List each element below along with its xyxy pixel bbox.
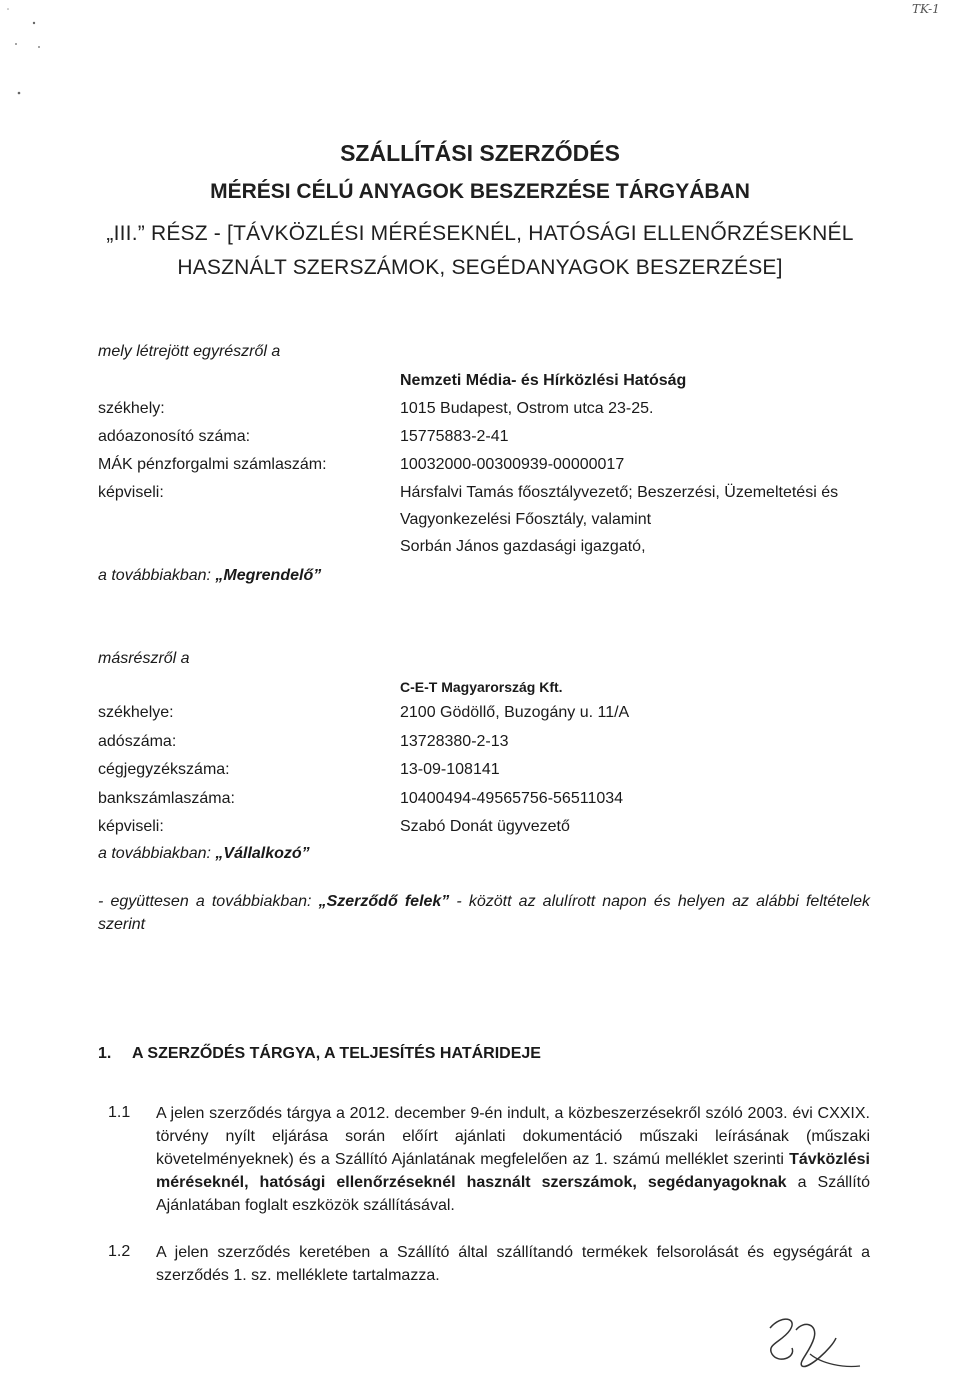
party1-taxid-value: 15775883-2-41 xyxy=(400,428,509,445)
section1-number: 1. xyxy=(98,1045,112,1062)
item-1-2-text: A jelen szerződés keretében a Szállító által szállítandó termékek felsorolását és egységárát a szerződés 1. sz. melléklete tartalmazza. xyxy=(156,1244,870,1284)
party1-rep-cont-2: Sorbán János gazdasági igazgató, xyxy=(400,538,646,555)
party2-rep-label: képviseli: xyxy=(98,818,164,835)
contract-part-line-2: HASZNÁLT SZERSZÁMOK, SEGÉDANYAGOK BESZERZÉSE] xyxy=(177,256,783,279)
party1-account-value: 10032000-00300939-00000017 xyxy=(400,456,625,473)
party2-regno-value: 13-09-108141 xyxy=(400,761,500,778)
parties-together-clause: - együttesen a továbbiakban: „Szerződő felek” - között az alulírott napon és helyen az alábbi feltételek szerint xyxy=(98,893,871,933)
item-1-1-text: A jelen szerződés tárgya a 2012. december 9-én indult, a közbeszerzésekről szóló 2003. évi CXXIX. törvény nyílt eljárása során előírt ajánlati dokumentáció műszaki leírásának (műszaki követelményeknek) és a Szállító Ajánlatának megfelelően az 1. számú melléklet szerinti Távközlési méréseknél, hatósági ellenőrzéseknél használt szerszámok, segédanyagoknak a Szállító Ajánlatában foglalt eszközök szállításával. xyxy=(156,1105,870,1214)
contract-title: SZÁLLÍTÁSI SZERZŐDÉS xyxy=(340,140,620,166)
party1-rep-label: képviseli: xyxy=(98,484,164,501)
party1-hereafter: a továbbiakban: „Megrendelő” xyxy=(98,567,322,584)
party2-regno-label: cégjegyzékszáma: xyxy=(98,761,230,778)
party1-taxid-label: adóazonosító száma: xyxy=(98,428,251,445)
section1-heading: A SZERZŐDÉS TÁRGYA, A TELJESÍTÉS HATÁRIDEJE xyxy=(132,1045,541,1062)
party1-account-label: MÁK pénzforgalmi számlaszám: xyxy=(98,456,327,473)
party2-rep-value: Szabó Donát ügyvezető xyxy=(400,818,570,835)
party2-account-label: bankszámlaszáma: xyxy=(98,790,235,807)
party2-name: C-E-T Magyarország Kft. xyxy=(400,679,563,695)
party2-account-value: 10400494-49565756-56511034 xyxy=(400,790,624,807)
party2-alias: „Vállalkozó” xyxy=(215,845,310,862)
contract-subtitle: MÉRÉSI CÉLÚ ANYAGOK BESZERZÉSE TÁRGYÁBAN xyxy=(210,180,750,203)
party1-intro: mely létrejött egyrészről a xyxy=(98,343,281,360)
party1-rep-value: Hársfalvi Tamás főosztályvezető; Beszerzési, Üzemeltetési és xyxy=(400,484,839,501)
party1-rep-cont-1: Vagyonkezelési Főosztály, valamint xyxy=(400,511,652,528)
party1-name: Nemzeti Média- és Hírközlési Hatóság xyxy=(400,372,687,389)
item-1-1-number: 1.1 xyxy=(108,1104,131,1121)
item-1-2-number: 1.2 xyxy=(108,1243,131,1260)
parties-alias: „Szerződő felek” xyxy=(318,893,450,910)
party2-taxid-value: 13728380-2-13 xyxy=(400,733,509,750)
contract-part-line-1: „III.” RÉSZ - [TÁVKÖZLÉSI MÉRÉSEKNÉL, HATÓSÁGI ELLENŐRZÉSEKNÉL xyxy=(106,222,854,245)
handwritten-signature xyxy=(752,1308,872,1378)
party1-seat-value: 1015 Budapest, Ostrom utca 23-25. xyxy=(400,400,654,417)
handwritten-page-mark: TK-1 xyxy=(912,2,940,16)
party2-seat-label: székhelye: xyxy=(98,704,174,721)
party2-seat-value: 2100 Gödöllő, Buzogány u. 11/A xyxy=(400,704,630,721)
party2-hereafter: a továbbiakban: „Vállalkozó” xyxy=(98,845,310,862)
party2-intro: másrészről a xyxy=(98,650,190,667)
party2-taxid-label: adószáma: xyxy=(98,733,177,750)
party1-alias: „Megrendelő” xyxy=(215,567,322,584)
scan-artifact-dots xyxy=(0,0,60,110)
item-1-1-subject: Távközlési méréseknél, hatósági ellenőrzéseknél használt szerszámok, segédanyagoknak xyxy=(156,1151,870,1191)
party1-seat-label: székhely: xyxy=(98,400,165,417)
